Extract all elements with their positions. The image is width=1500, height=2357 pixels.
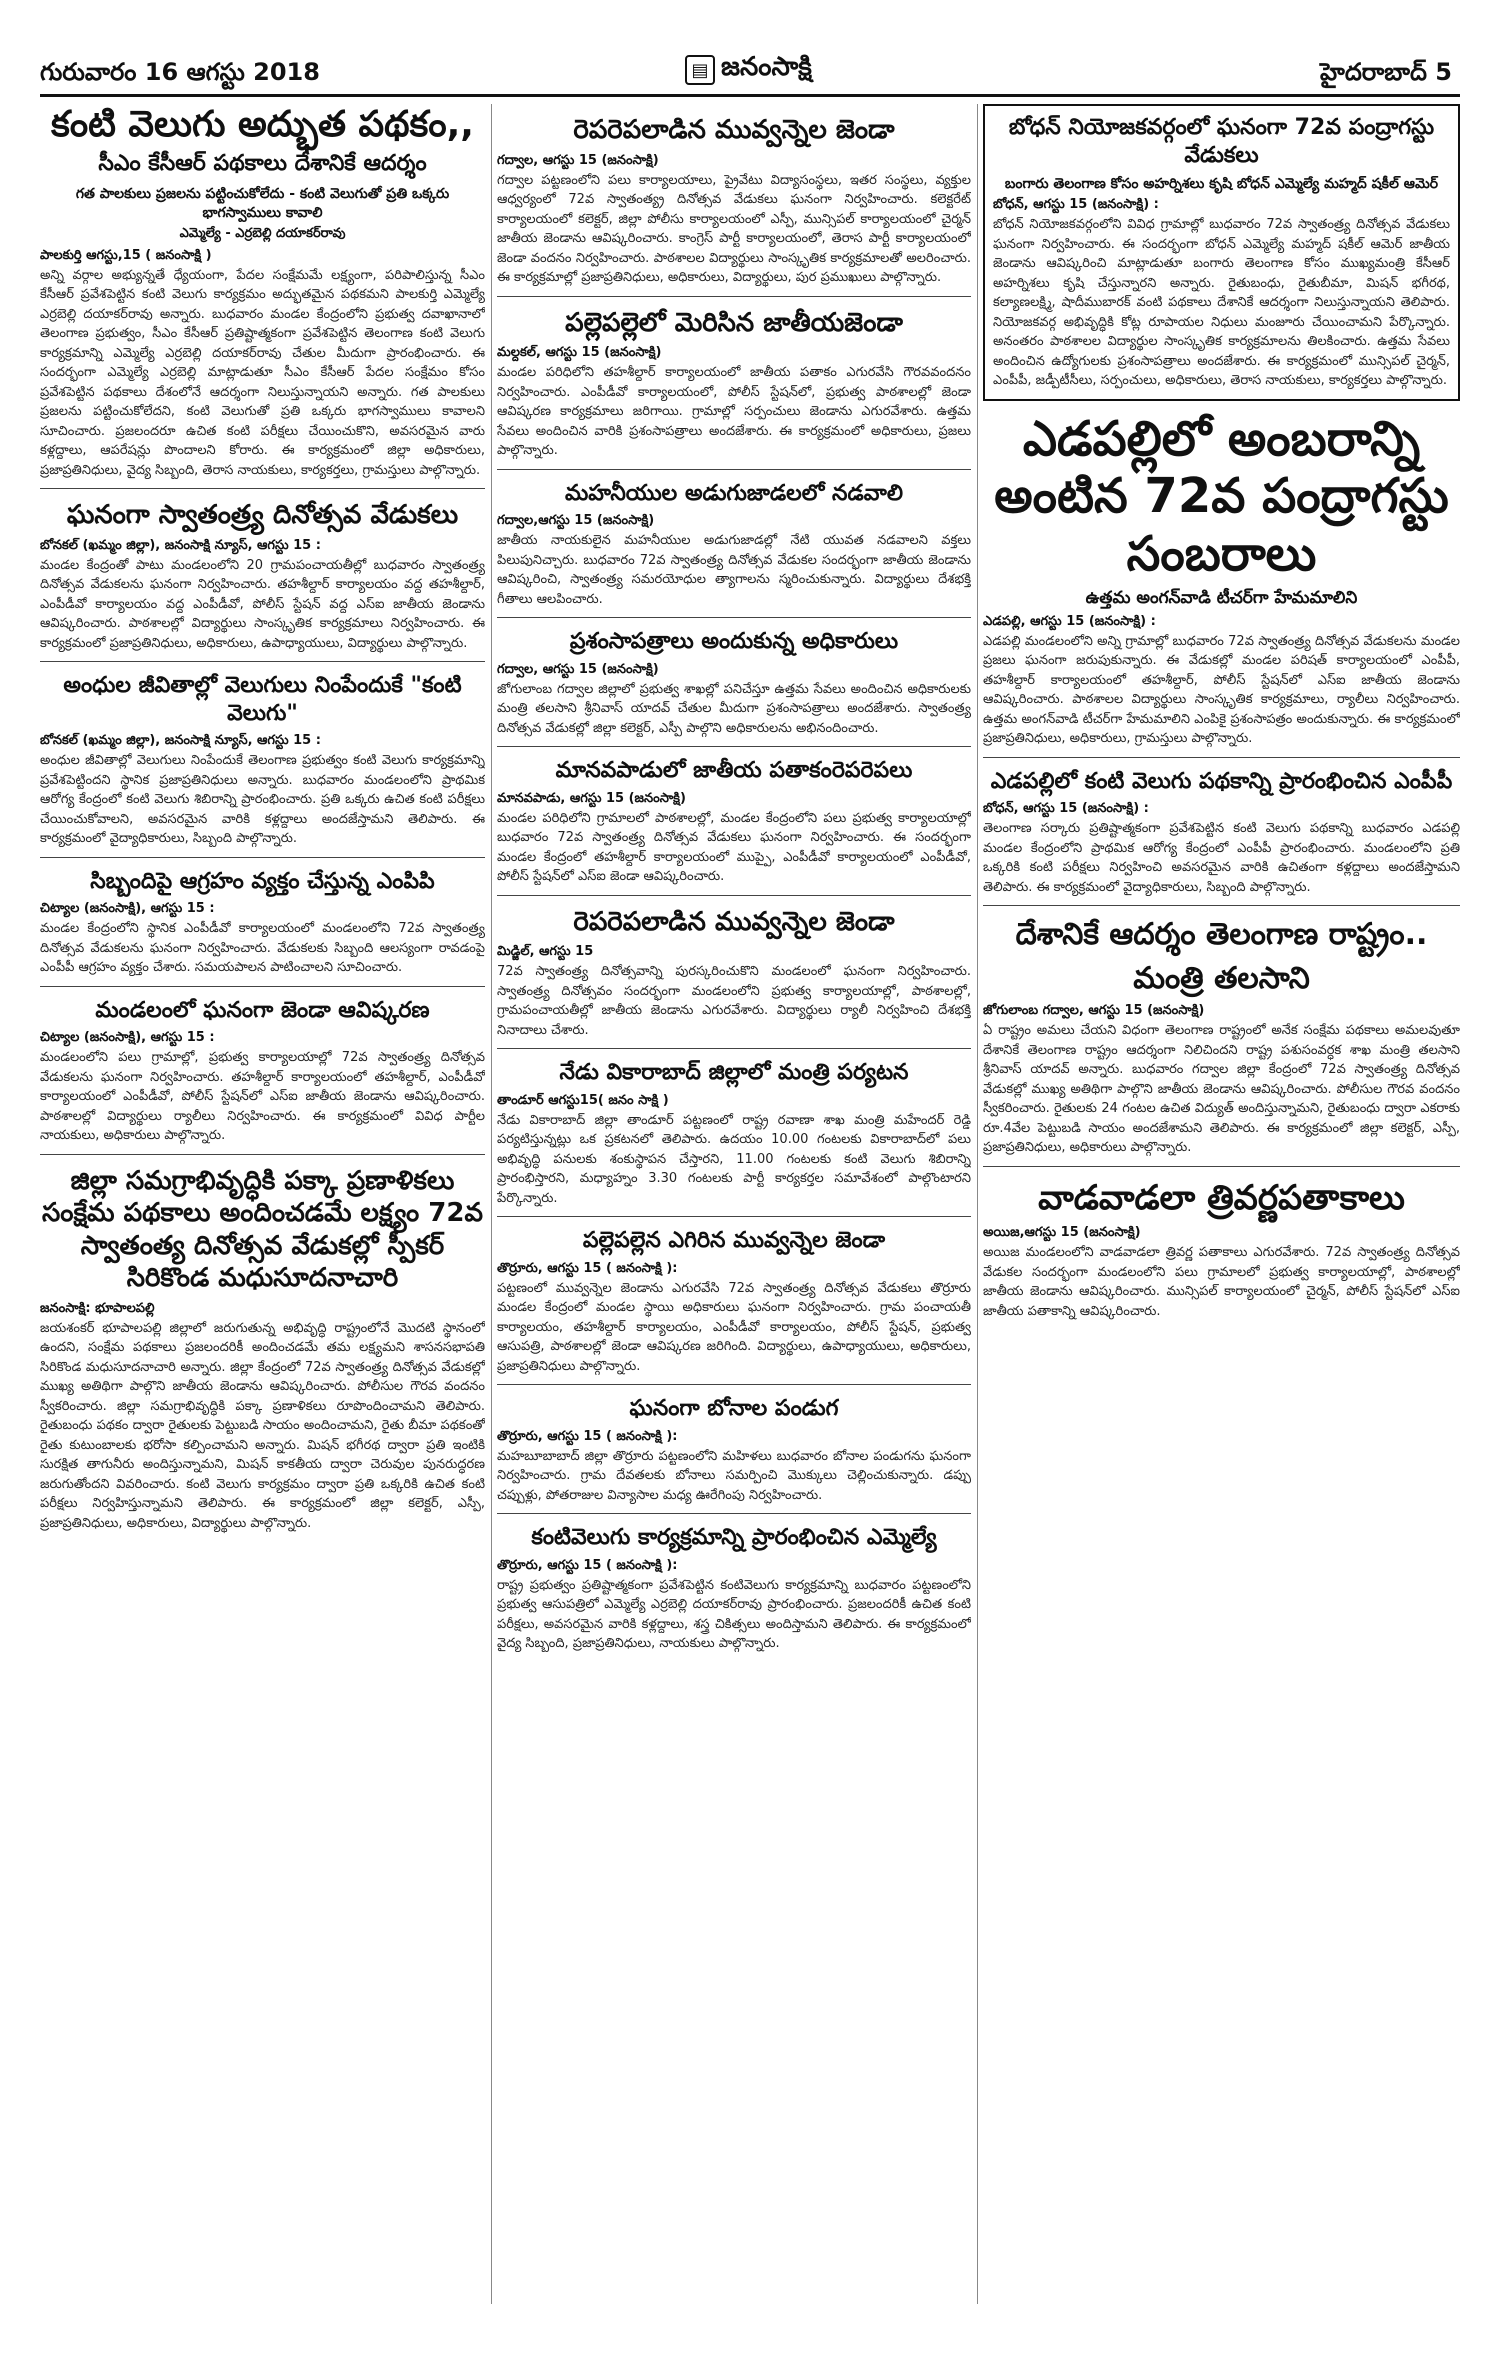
column-middle <box>497 104 971 2304</box>
article-certificates-officials <box>497 628 971 738</box>
article-headline: మండలంలో ఘనంగా జెండా ఆవిష్కరణ <box>95 997 430 1023</box>
article-body: మహబూబాబాద్ జిల్లా తొర్రూరు పట్టణంలోని మహిళలు బుధవారం బోనాల పండుగను ఘనంగా నిర్వహించారు. గ్రామ దేవతలకు బోనాలు సమర్పించి మొక్కులు చెల్లించుకున్నారు. డప్పు చప్పుళ్లు, పోతరాజుల విన్యాసాల మధ్య ఊరేగింపు నిర్వహించారు. <box>497 1448 971 1503</box>
article-dateline: జనంసాక్షి: భూపాలపల్లి <box>40 1300 155 1316</box>
article-dateline: చిట్యాల (జనంసాక్షి), ఆగస్టు 15 : <box>40 1030 215 1046</box>
lead-headline: కంటి వెలుగు అద్భుత పథకం,, <box>51 104 474 145</box>
article-great-leaders <box>497 480 971 610</box>
article-midjil-flag <box>497 906 971 1041</box>
article-thorrur-flag <box>497 1227 971 1376</box>
article-bonalu <box>497 1395 971 1505</box>
article-mpp-anger <box>40 868 485 978</box>
article-headline: ఎడపల్లిలో కంటి వెలుగు పథకాన్ని ప్రారంభించిన ఎంపీపీ <box>990 768 1453 794</box>
city-page-number: హైదరాబాద్ 5 <box>1320 58 1452 86</box>
article-body: 72వ స్వాతంత్ర్య దినోత్సవాన్ని పురస్కరించుకొని మండలంలో ఘనంగా నిర్వహించారు. స్వాతంత్ర్య దినోత్సవం సందర్భంగా మండలంలోని ప్రభుత్వ కార్యాలయాల్లో, పాఠశాలల్లో, గ్రామపంచాయతీల్లో జాతీయ జెండాను ఎగురవేశారు. విద్యార్థులు ర్యాలీ నిర్వహించి దేశభక్తి నినాదాలు చేశారు. <box>497 964 971 1038</box>
article-dateline: గద్వాల, ఆగస్టు 15 (జనంసాక్షి) <box>497 152 659 168</box>
article-subhead: మంత్రి తలసాని <box>1133 960 1310 996</box>
masthead-rule <box>40 94 1460 97</box>
divider <box>497 1216 971 1217</box>
article-gadwal-flag <box>497 114 971 288</box>
article-headline: ఎడపల్లిలో అంబరాన్ని అంటిన 72వ పంద్రాగస్టు సంబరాలు <box>994 410 1449 582</box>
lead-kicker: గత పాలకులు ప్రజలను పట్టించుకోలేదు - కంటి వెలుగుతో ప్రతి ఒక్కరు భాగస్వాములు కావాలి <box>75 186 450 221</box>
divider <box>497 469 971 470</box>
article-headline: జిల్లా సమగ్రాభివృద్ధికి పక్కా ప్రణాళికలు సంక్షేమ పథకాలు అందించడమే లక్ష్యం 72వ స్వాతంత్య దినోత్సవ వేడుకల్లో స్పీకర్ సిరికొండ మధుసూదనాచారి <box>42 1165 483 1294</box>
article-dateline: ఎడపల్లి, ఆగస్టు 15 (జనంసాక్షి) : <box>983 613 1156 629</box>
article-dateline: అయిజ,ఆగస్టు 15 (జనంసాక్షి) <box>983 1225 1141 1241</box>
article-body: జయశంకర్ భూపాలపల్లి జిల్లాలో జరుగుతున్న అభివృద్ధి రాష్ట్రంలోనే మొదటి స్థానంలో ఉందని, సంక్షేమ పథకాలు ప్రజలందరికీ అందించడమే తమ లక్ష్యమని శాసనసభాపతి సిరికొండ మధుసూదనాచారి అన్నారు. జిల్లా కేంద్రంలో 72వ స్వాతంత్ర్య దినోత్సవ వేడుకల్లో ముఖ్య అతిథిగా పాల్గొని జాతీయ జెండాను ఆవిష్కరించారు. పోలీసుల గౌరవ వందనం స్వీకరించారు. జిల్లా సమగ్రాభివృద్ధికి పక్కా ప్రణాళికలు రూపొందించామని తెలిపారు. రైతుబంధు పథకం ద్వారా రైతులకు పెట్టుబడి సాయం అందించామని, రైతు బీమా పథకంతో రైతు కుటుంబాలకు భరోసా కల్పించామని అన్నారు. మిషన్ భగీరథ ద్వారా ప్రతి ఇంటికి సురక్షిత తాగునీరు అందిస్తున్నామని, మిషన్ కాకతీయ ద్వారా చెరువుల పునరుద్ధరణ జరుగుతోందని వివరించారు. కంటి వెలుగు కార్యక్రమం ద్వారా ప్రతి ఒక్కరికి ఉచిత కంటి పరీక్షలు నిర్వహిస్తున్నామని తెలిపారు. ఈ కార్యక్రమంలో జిల్లా కలెక్టర్, ఎస్పీ, ప్రజాప్రతినిధులు, అధికారులు, విద్యార్థులు పాల్గొన్నారు. <box>40 1320 485 1531</box>
article-kicker: ఉత్తమ అంగన్‌వాడి టీచర్‌గా హేమమాలిని <box>1085 588 1358 609</box>
article-body: జోగులాంబ గద్వాల జిల్లాలో ప్రభుత్వ శాఖల్లో పనిచేస్తూ ఉత్తమ సేవలు అందించిన అధికారులకు మంత్రి తలసాని శ్రీనివాస్ యాదవ్ చేతుల మీదుగా ప్రశంసాపత్రాలు అందజేశారు. స్వాతంత్ర్య దినోత్సవ వేడుకల్లో జిల్లా కలెక్టర్, ఎస్పీ పాల్గొని అధికారులను అభినందించారు. <box>497 681 971 736</box>
divider <box>40 857 485 858</box>
article-headline: రెపరెపలాడిన మువ్వన్నెల జెండా <box>573 115 895 145</box>
article-headline: సిబ్బందిపై ఆగ్రహం వ్యక్తం చేస్తున్న ఎంపిపి <box>90 868 435 894</box>
divider <box>497 1513 971 1514</box>
divider <box>497 1384 971 1385</box>
article-body: బోధన్ నియోజకవర్గంలోని వివిధ గ్రామాల్లో బుధవారం 72వ స్వాతంత్ర్య దినోత్సవ వేడుకలు ఘనంగా నిర్వహించారు. ఈ సందర్భంగా బోధన్ ఎమ్మెల్యే మహ్మద్ షకీల్ ఆమెర్ జాతీయ జెండాను ఆవిష్కరించి మాట్లాడుతూ బంగారు తెలంగాణ కోసం ముఖ్యమంత్రి కేసీఆర్ అహర్నిశలు కృషి చేస్తున్నారని అన్నారు. రైతుబంధు, రైతుబీమా, మిషన్ భగీరథ, కల్యాణలక్ష్మి, షాదీముబారక్ వంటి పథకాలు దేశానికే ఆదర్శంగా నిలుస్తున్నాయని తెలిపారు. నియోజకవర్గ అభివృద్ధికి కోట్ల రూపాయల నిధులు మంజూరు చేయించామని పేర్కొన్నారు. అనంతరం పాఠశాలల విద్యార్థుల సాంస్కృతిక కార్యక్రమాలను తిలకించారు. ఉత్తమ సేవలు అందించిన ఉద్యోగులకు ప్రశంసాపత్రాలు అందజేశారు. ఈ కార్యక్రమంలో మున్సిపల్ చైర్మన్, ఎంపీపీ, జడ్పీటీసీలు, సర్పంచులు, అధికారులు, తెరాస నాయకులు, కార్యకర్తలు పాల్గొన్నారు. <box>993 217 1450 389</box>
divider <box>40 1154 485 1155</box>
article-dateline: మానవపాడు, ఆగస్టు 15 (జనంసాక్షి) <box>497 790 686 806</box>
divider <box>497 746 971 747</box>
article-headline: పల్లెపల్లెలో మెరిసిన జాతీయజెండా <box>565 307 903 338</box>
article-dateline: గద్వాల, ఆగస్టు 15 (జనంసాక్షి) <box>497 661 659 677</box>
paper-logo <box>685 52 835 88</box>
article-headline: మానవపాడులో జాతీయ పతాకంరెపరెపలు <box>555 758 913 783</box>
column-left <box>40 104 485 2304</box>
article-headline: వాడవాడలా త్రివర్ణపతాకాలు <box>1038 1177 1405 1218</box>
article-body: రాష్ట్ర ప్రభుత్వం ప్రతిష్టాత్మకంగా ప్రవేశపెట్టిన కంటివెలుగు కార్యక్రమాన్ని బుధవారం పట్టణంలోని ప్రభుత్వ ఆసుపత్రిలో ఎమ్మెల్యే ఎర్రబెల్లి దయాకర్‌రావు ప్రారంభించారు. ప్రజలందరికీ ఉచిత కంటి పరీక్షలు, అవసరమైన వారికి కళ్లద్దాలు, శస్త్ర చికిత్సలు అందిస్తామని తెలిపారు. ఈ కార్యక్రమంలో వైద్య సిబ్బంది, ప్రజాప్రతినిధులు, నాయకులు పాల్గొన్నారు. <box>497 1577 971 1651</box>
article-dateline: తొర్రూరు, ఆగస్టు 15 ( జనంసాక్షి ): <box>497 1260 678 1276</box>
article-body: నేడు వికారాబాద్ జిల్లా తాండూర్ పట్టణంలో రాష్ట్ర రవాణా శాఖ మంత్రి మహేందర్ రెడ్డి పర్యటిస్తున్నట్లు ఒక ప్రకటనలో తెలిపారు. ఉదయం 10.00 గంటలకు వికారాబాద్‌లో పలు అభివృద్ధి పనులకు శంకుస్థాపన చేస్తారని, 11.00 గంటలకు కంటి వెలుగు శిబిరాన్ని ప్రారంభిస్తారని, మధ్యాహ్నం 3.30 గంటలకు పార్టీ కార్యకర్తల సమావేశంలో పాల్గొంటారని పేర్కొన్నారు. <box>497 1112 971 1206</box>
article-dateline: మల్దకల్, ఆగస్టు 15 (జనంసాక్షి) <box>497 345 662 360</box>
article-village-flag <box>497 307 971 461</box>
article-body: మండల కేంద్రంలోని స్థానిక ఎంపీడీవో కార్యాలయంలో మండలంలోని 72వ స్వాతంత్ర్య దినోత్సవ వేడుకలను ఘనంగా నిర్వహించారు. వేడుకలకు సిబ్బంది ఆలస్యంగా రావడంపై ఎంపీపీ ఆగ్రహం వ్యక్తం చేశారు. సమయపాలన పాటించాలని సూచించారు. <box>40 921 485 976</box>
masthead <box>0 0 1500 100</box>
article-flag-hoisting-mandal <box>40 997 485 1146</box>
article-kicker: బంగారు తెలంగాణ కోసం అహర్నిశలు కృషి బోధన్ ఎమ్మెల్యే మహ్మద్ షకీల్ ఆమెర్ <box>1004 176 1439 192</box>
article-kanti-velugu-bonakal <box>40 672 485 849</box>
issue-date: గురువారం 16 ఆగస్టు 2018 <box>40 58 320 86</box>
paper-name: జనంసాక్షి <box>721 52 812 82</box>
lead-subhead: సీఎం కేసీఆర్ పథకాలు దేశానికే ఆదర్శం <box>98 151 427 177</box>
article-headline: అంధుల జీవితాల్లో వెలుగులు నింపేందుకే "కంటి వెలుగు" <box>63 673 462 726</box>
divider <box>983 1166 1460 1167</box>
article-dateline: బోధన్, ఆగస్టు 15 (జనంసాక్షి) : <box>993 197 1159 213</box>
article-dateline: తొర్రూరు, ఆగస్టు 15 ( జనంసాక్షి ): <box>497 1428 678 1444</box>
article-body: మండల పరిధిలోని గ్రామాలలో పాఠశాలల్లో, మండల కేంద్రంలోని పలు ప్రభుత్వ కార్యాలయాల్లో బుధవారం 72వ స్వాతంత్ర్య దినోత్సవ వేడుకలు ఘనంగా నిర్వహించారు. ఈ సందర్భంగా మండల కేంద్రంలో తహశీల్దార్ కార్యాలయంలో ముప్పై, ఎంపీడీవో కార్యాలయంలో ఎంపీడీవో, పోలీస్ స్టేషన్‌లో ఎస్ఐ జెండా ఆవిష్కరించారు. <box>497 810 971 884</box>
divider <box>40 488 485 489</box>
article-body: ఎడపల్లి మండలంలోని అన్ని గ్రామాల్లో బుధవారం 72వ స్వాతంత్ర్య దినోత్సవ వేడుకలను మండల ప్రజలు ఘనంగా జరుపుకున్నారు. ఈ వేడుకల్లో మండల పరిషత్ కార్యాలయంలో ఎంపీపీ, తహశీల్దార్ కార్యాలయంలో తహశీల్దార్, పోలీస్ స్టేషన్‌లో ఎస్ఐ జాతీయ జెండాను ఆవిష్కరించారు. పాఠశాలల విద్యార్థులు సాంస్కృతిక కార్యక్రమాలు, ర్యాలీలు నిర్వహించారు. ఉత్తమ అంగన్‌వాడి టీచర్‌గా హేమమాలిని ఎంపికై ప్రశంసాపత్రం అందుకున్నారు. ఈ కార్యక్రమంలో ప్రజాప్రతినిధులు, అధికారులు, గ్రామస్తులు పాల్గొన్నారు. <box>983 633 1460 747</box>
article-body: మండల కేంద్రంతో పాటు మండలంలోని 20 గ్రామపంచాయతీల్లో బుధవారం స్వాతంత్ర్య దినోత్సవ వేడుకలను ఘనంగా నిర్వహించారు. తహశీల్దార్ కార్యాలయం వద్ద తహశీల్దార్, ఎంపీడీవో కార్యాలయం వద్ద ఎంపీడీవో, పోలీస్ స్టేషన్ వద్ద ఎస్ఐ జాతీయ జెండాను ఆవిష్కరించారు. పాఠశాలల్లో విద్యార్థులు సాంస్కృతిక కార్యక్రమాలు నిర్వహించారు. ఈ కార్యక్రమంలో ప్రజాప్రతినిధులు, అధికారులు, ఉపాధ్యాయులు, విద్యార్థులు పాల్గొన్నారు. <box>40 557 485 651</box>
article-headline: ఘనంగా బోనాల పండుగ <box>629 1396 839 1421</box>
article-body: మండలంలోని పలు గ్రామాల్లో, ప్రభుత్వ కార్యాలయాల్లో 72వ స్వాతంత్ర్య దినోత్సవ వేడుకలను ఘనంగా నిర్వహించారు. తహశీల్దార్ కార్యాలయంలో తహశీల్దార్, ఎంపీడీవో కార్యాలయంలో ఎంపీడీవో, పోలీస్ స్టేషన్‌లో ఎస్ఐ జాతీయ జెండాను ఆవిష్కరించారు. పాఠశాలల్లో విద్యార్థులు ర్యాలీలు నిర్వహించారు. ఈ కార్యక్రమంలో వివిధ పార్టీల నాయకులు, అధికారులు పాల్గొన్నారు. <box>40 1050 485 1144</box>
article-dateline: జోగులాంబ గద్వాల, ఆగస్టు 15 (జనంసాక్షి) <box>983 1003 1205 1019</box>
divider <box>497 296 971 297</box>
lead-body: అన్ని వర్గాల అభ్యున్నతే ధ్యేయంగా, పేదల సంక్షేమమే లక్ష్యంగా, పరిపాలిస్తున్న సీఎం కేసీఆర్ ప్రవేశపెట్టిన కంటి వెలుగు కార్యక్రమం అద్భుతమైన పథకమని పాలకుర్తి ఎమ్మెల్యే ఎర్రబెల్లి దయాకర్‌రావు అన్నారు. బుధవారం మండల కేంద్రంలోని ప్రభుత్వ దవాఖానాలో తెలంగాణ ప్రభుత్వం, సీఎం కేసీఆర్ ప్రతిష్టాత్మకంగా ప్రవేశపెట్టిన తెలంగాణ కంటి వెలుగు కార్యక్రమాన్ని ఎమ్మెల్యే ఎర్రబెల్లి దయాకర్‌రావు చేతుల మీదుగా ప్రారంభించారు. ఈ సందర్భంగా ఎమ్మెల్యే ఎర్రబెల్లి మాట్లాడుతూ సీఎం కేసీఆర్ పేదల సంక్షేమం కోసం ప్రవేశపెట్టిన పథకాలు దేశంలోనే ఆదర్శంగా నిలుస్తున్నాయని అన్నారు. గత పాలకులు ప్రజలను పట్టించుకోలేదని, కంటి వెలుగుతో ప్రతి ఒక్కరు భాగస్వాములు కావాలని సూచించారు. ప్రజలందరూ ఉచిత కంటి పరీక్షలు చేయించుకొని, అవసరమైన వారు కళ్లద్దాలు, ఆపరేషన్లు పొందాలని కోరారు. ఈ కార్యక్రమంలో జిల్లా అధికారులు, ప్రజాప్రతినిధులు, వైద్య సిబ్బంది, తెరాస నాయకులు, కార్యకర్తలు, గ్రామస్తులు పాల్గొన్నారు. <box>40 267 485 478</box>
divider <box>983 757 1460 758</box>
divider <box>40 661 485 662</box>
divider <box>497 895 971 896</box>
article-dateline: తాండూర్ ఆగస్టు15( జనం సాక్షి ) <box>497 1092 669 1108</box>
article-tricolor-everywhere <box>983 1177 1460 1322</box>
article-edapally-celebrations <box>983 411 1460 749</box>
divider <box>983 905 1460 906</box>
article-headline: ప్రశంసాపత్రాలు అందుకున్న అధికారులు <box>569 629 899 654</box>
article-headline: మహనీయుల అడుగుజాడలలో నడవాలి <box>565 480 903 506</box>
article-telangana-model <box>983 916 1460 1158</box>
article-headline: ఘనంగా స్వాతంత్ర్య దినోత్సవ వేడుకలు <box>66 500 459 531</box>
article-dateline: బోనకల్ (ఖమ్మం జిల్లా), జనంసాక్షి న్యూస్, ఆగస్టు 15 : <box>40 537 321 553</box>
article-dateline: గద్వాల,ఆగస్టు 15 (జనంసాక్షి) <box>497 513 655 528</box>
article-body: జాతీయ నాయకులైన మహనీయుల అడుగుజాడల్లో నేటి యువత నడవాలని వక్తలు పిలుపునిచ్చారు. బుధవారం 72వ స్వాతంత్ర్య దినోత్సవ వేడుకల సందర్భంగా జాతీయ జెండాను ఆవిష్కరించి, స్వాతంత్ర్య సమరయోధుల త్యాగాలను స్మరించుకున్నారు. విద్యార్థులు దేశభక్తి గీతాలు ఆలపించారు. <box>497 533 971 607</box>
article-dateline: చిట్యాల (జనంసాక్షి), ఆగస్టు 15 : <box>40 901 215 917</box>
article-dateline: తొర్రూరు, ఆగస్టు 15 ( జనంసాక్షి ): <box>497 1557 678 1573</box>
article-body: ఏ రాష్ట్రం అమలు చేయని విధంగా తెలంగాణ రాష్ట్రంలో అనేక సంక్షేమ పథకాలు అమలవుతూ దేశానికే తెలంగాణ రాష్ట్రం ఆదర్శంగా నిలిచిందని రాష్ట్ర పశుసంవర్ధక శాఖ మంత్రి తలసాని శ్రీనివాస్ యాదవ్ అన్నారు. బుధవారం గద్వాల జిల్లా కేంద్రంలో 72వ స్వాతంత్ర్య దినోత్సవ వేడుకల్లో ముఖ్య అతిథిగా పాల్గొని జాతీయ జెండాను ఆవిష్కరించారు. పోలీసుల గౌరవ వందనం స్వీకరించారు. రైతులకు 24 గంటల ఉచిత విద్యుత్ అందిస్తున్నామని, రైతుబంధు ద్వారా ఎకరాకు రూ.4వేల పెట్టుబడి సాయం అందజేశామని తెలిపారు. ఈ కార్యక్రమంలో జిల్లా కలెక్టర్, ఎస్పీ, ప్రజాప్రతినిధులు, అధికారులు పాల్గొన్నారు. <box>983 1023 1460 1156</box>
lead-byline: ఎమ్మెల్యే - ఎర్రబెల్లి దయాకర్‌రావు <box>179 225 346 241</box>
article-body: తెలంగాణ సర్కారు ప్రతిష్టాత్మకంగా ప్రవేశపెట్టిన కంటి వెలుగు పథకాన్ని బుధవారం ఎడపల్లి మండల కేంద్రంలోని ప్రాథమిక ఆరోగ్య కేంద్రంలో ఎంపీపీ ప్రారంభించారు. మండలంలోని ప్రతి ఒక్కరికి కంటి పరీక్షలు నిర్వహించి అవసరమైన వారికి ఉచితంగా కళ్లద్దాలు అందజేస్తామని తెలిపారు. ఈ కార్యక్రమంలో వైద్యాధికారులు, సిబ్బంది పాల్గొన్నారు. <box>983 821 1460 895</box>
lead-dateline: పాలకుర్తి ఆగస్టు,15 ( జనంసాక్షి ) <box>40 247 212 263</box>
article-body: మండల పరిధిలోని తహశీల్దార్ కార్యాలయంలో జాతీయ పతాకం ఎగురవేసి గౌరవవందనం నిర్వహించారు. ఎంపీడీవో కార్యాలయంలో, పోలీస్ స్టేషన్‌లో, ప్రభుత్వ పాఠశాలల్లో జెండా ఆవిష్కరణ కార్యక్రమాలు జరిగాయి. గ్రామాల్లో సర్పంచులు జెండాను ఎగురవేశారు. ఉత్తమ సేవలు అందించిన వారికి ప్రశంసాపత్రాలు అందజేశారు. ఈ కార్యక్రమంలో అధికారులు, ప్రజలు పాల్గొన్నారు. <box>497 365 971 458</box>
article-body: అయిజ మండలంలోని వాడవాడలా త్రివర్ణ పతాకాలు ఎగురవేశారు. 72వ స్వాతంత్ర్య దినోత్సవ వేడుకల సందర్భంగా మండలంలోని పలు గ్రామాలలో ప్రభుత్వ కార్యాలయాల్లో, పాఠశాలల్లో జాతీయ జెండాను ఆవిష్కరించారు. మున్సిపల్ కార్యాలయంలో చైర్మన్, పోలీస్ స్టేషన్‌లో ఎస్ఐ జాతీయ పతాకాన్ని ఆవిష్కరించారు. <box>983 1245 1460 1319</box>
column-right <box>983 104 1460 2304</box>
article-minister-vikarabad <box>497 1059 971 1208</box>
column-divider-2 <box>977 104 978 2304</box>
article-body: అంధుల జీవితాల్లో వెలుగులు నింపేందుకే తెలంగాణ ప్రభుత్వం కంటి వెలుగు కార్యక్రమాన్ని ప్రవేశపెట్టిందని స్థానిక ప్రజాప్రతినిధులు అన్నారు. బుధవారం మండలంలోని ప్రాథమిక ఆరోగ్య కేంద్రంలో కంటి వెలుగు శిబిరాన్ని ప్రారంభించారు. ప్రతి ఒక్కరు ఉచిత కంటి పరీక్షలు చేయించుకోవాలని, అవసరమైన వారికి కళ్లద్దాలు అందజేస్తామని తెలిపారు. ఈ కార్యక్రమంలో వైద్యాధికారులు, సిబ్బంది పాల్గొన్నారు. <box>40 753 485 847</box>
article-dateline: మిడ్జిల్, ఆగస్టు 15 <box>497 944 594 959</box>
article-headline: బోధన్ నియోజకవర్గంలో ఘనంగా 72వ పంద్రాగస్టు వేడుకలు <box>1008 115 1435 168</box>
article-dateline: బోధన్, ఆగస్టు 15 (జనంసాక్షి) : <box>983 801 1149 817</box>
article-headline: నేడు వికారాబాద్ జిల్లాలో మంత్రి పర్యటన <box>559 1060 909 1085</box>
article-mla-kanti-velugu <box>497 1524 971 1654</box>
divider <box>40 986 485 987</box>
article-headline: పల్లెపల్లెన ఎగిరిన మువ్వన్నెల జెండా <box>582 1228 886 1253</box>
article-edapally-kanti-velugu <box>983 768 1460 898</box>
newspaper-logo-icon: ▤ <box>685 55 715 85</box>
boxed-article-bodhan <box>983 104 1460 401</box>
article-dateline: బోనకల్ (ఖమ్మం జిల్లా), జనంసాక్షి న్యూస్, ఆగస్టు 15 : <box>40 733 321 749</box>
column-divider-1 <box>491 104 492 2304</box>
article-body: పట్టణంలో మువ్వన్నెల జెండాను ఎగురవేసి 72వ స్వాతంత్ర్య దినోత్సవ వేడుకలు తొర్రూరు మండల కేంద్రంలో మండల స్థాయి అధికారులు ఘనంగా నిర్వహించారు. గ్రామ పంచాయతీ కార్యాలయం, తహశీల్దార్ కార్యాలయం, ఎంపీడీవో కార్యాలయం, పోలీస్ స్టేషన్, ప్రభుత్వ ఆసుపత్రి, పాఠశాలల్లో జెండా ఆవిష్కరణ జరిగింది. విద్యార్థులు, ఉపాధ్యాయులు, అధికారులు, ప్రజాప్రతినిధులు పాల్గొన్నారు. <box>497 1280 971 1374</box>
lead-article <box>40 104 485 480</box>
article-manavapadu-flag <box>497 757 971 887</box>
article-headline: రెపరెపలాడిన మువ్వన్నెల జెండా <box>573 906 895 937</box>
article-headline: దేశానికే ఆదర్శం తెలంగాణ రాష్ట్రం.. <box>1015 917 1428 953</box>
article-headline: కంటివెలుగు కార్యక్రమాన్ని ప్రారంభించిన ఎమ్మెల్యే <box>531 1525 937 1550</box>
article-speaker-bhupalpally <box>40 1165 485 1534</box>
article-independence-day-bonakal <box>40 499 485 653</box>
divider <box>497 617 971 618</box>
divider <box>497 1048 971 1049</box>
article-body: గద్వాల పట్టణంలోని పలు కార్యాలయాలు, ప్రైవేటు విద్యాసంస్థలు, ఇతర సంస్థలు, వ్యక్తుల ఆధ్వర్యంలో 72వ స్వాతంత్య్ర దినోత్సవ వేడుకలు ఘనంగా నిర్వహించారు. కలెక్టరేట్ కార్యాలయంలో కలెక్టర్, జిల్లా పోలీసు కార్యాలయంలో ఎస్పీ, మున్సిపల్ కార్యాలయంలో చైర్మన్ జాతీయ జెండాను ఆవిష్కరించారు. కాంగ్రెస్ పార్టీ కార్యాలయంలో, తెరాస పార్టీ కార్యాలయంలో జెండా వందనం నిర్వహించారు. పాఠశాలల విద్యార్థులు సాంస్కృతిక కార్యక్రమాలతో అలరించారు. ఈ కార్యక్రమాల్లో ప్రజాప్రతినిధులు, అధికారులు, విద్యార్థులు, పుర ప్రముఖులు పాల్గొన్నారు. <box>497 172 971 285</box>
